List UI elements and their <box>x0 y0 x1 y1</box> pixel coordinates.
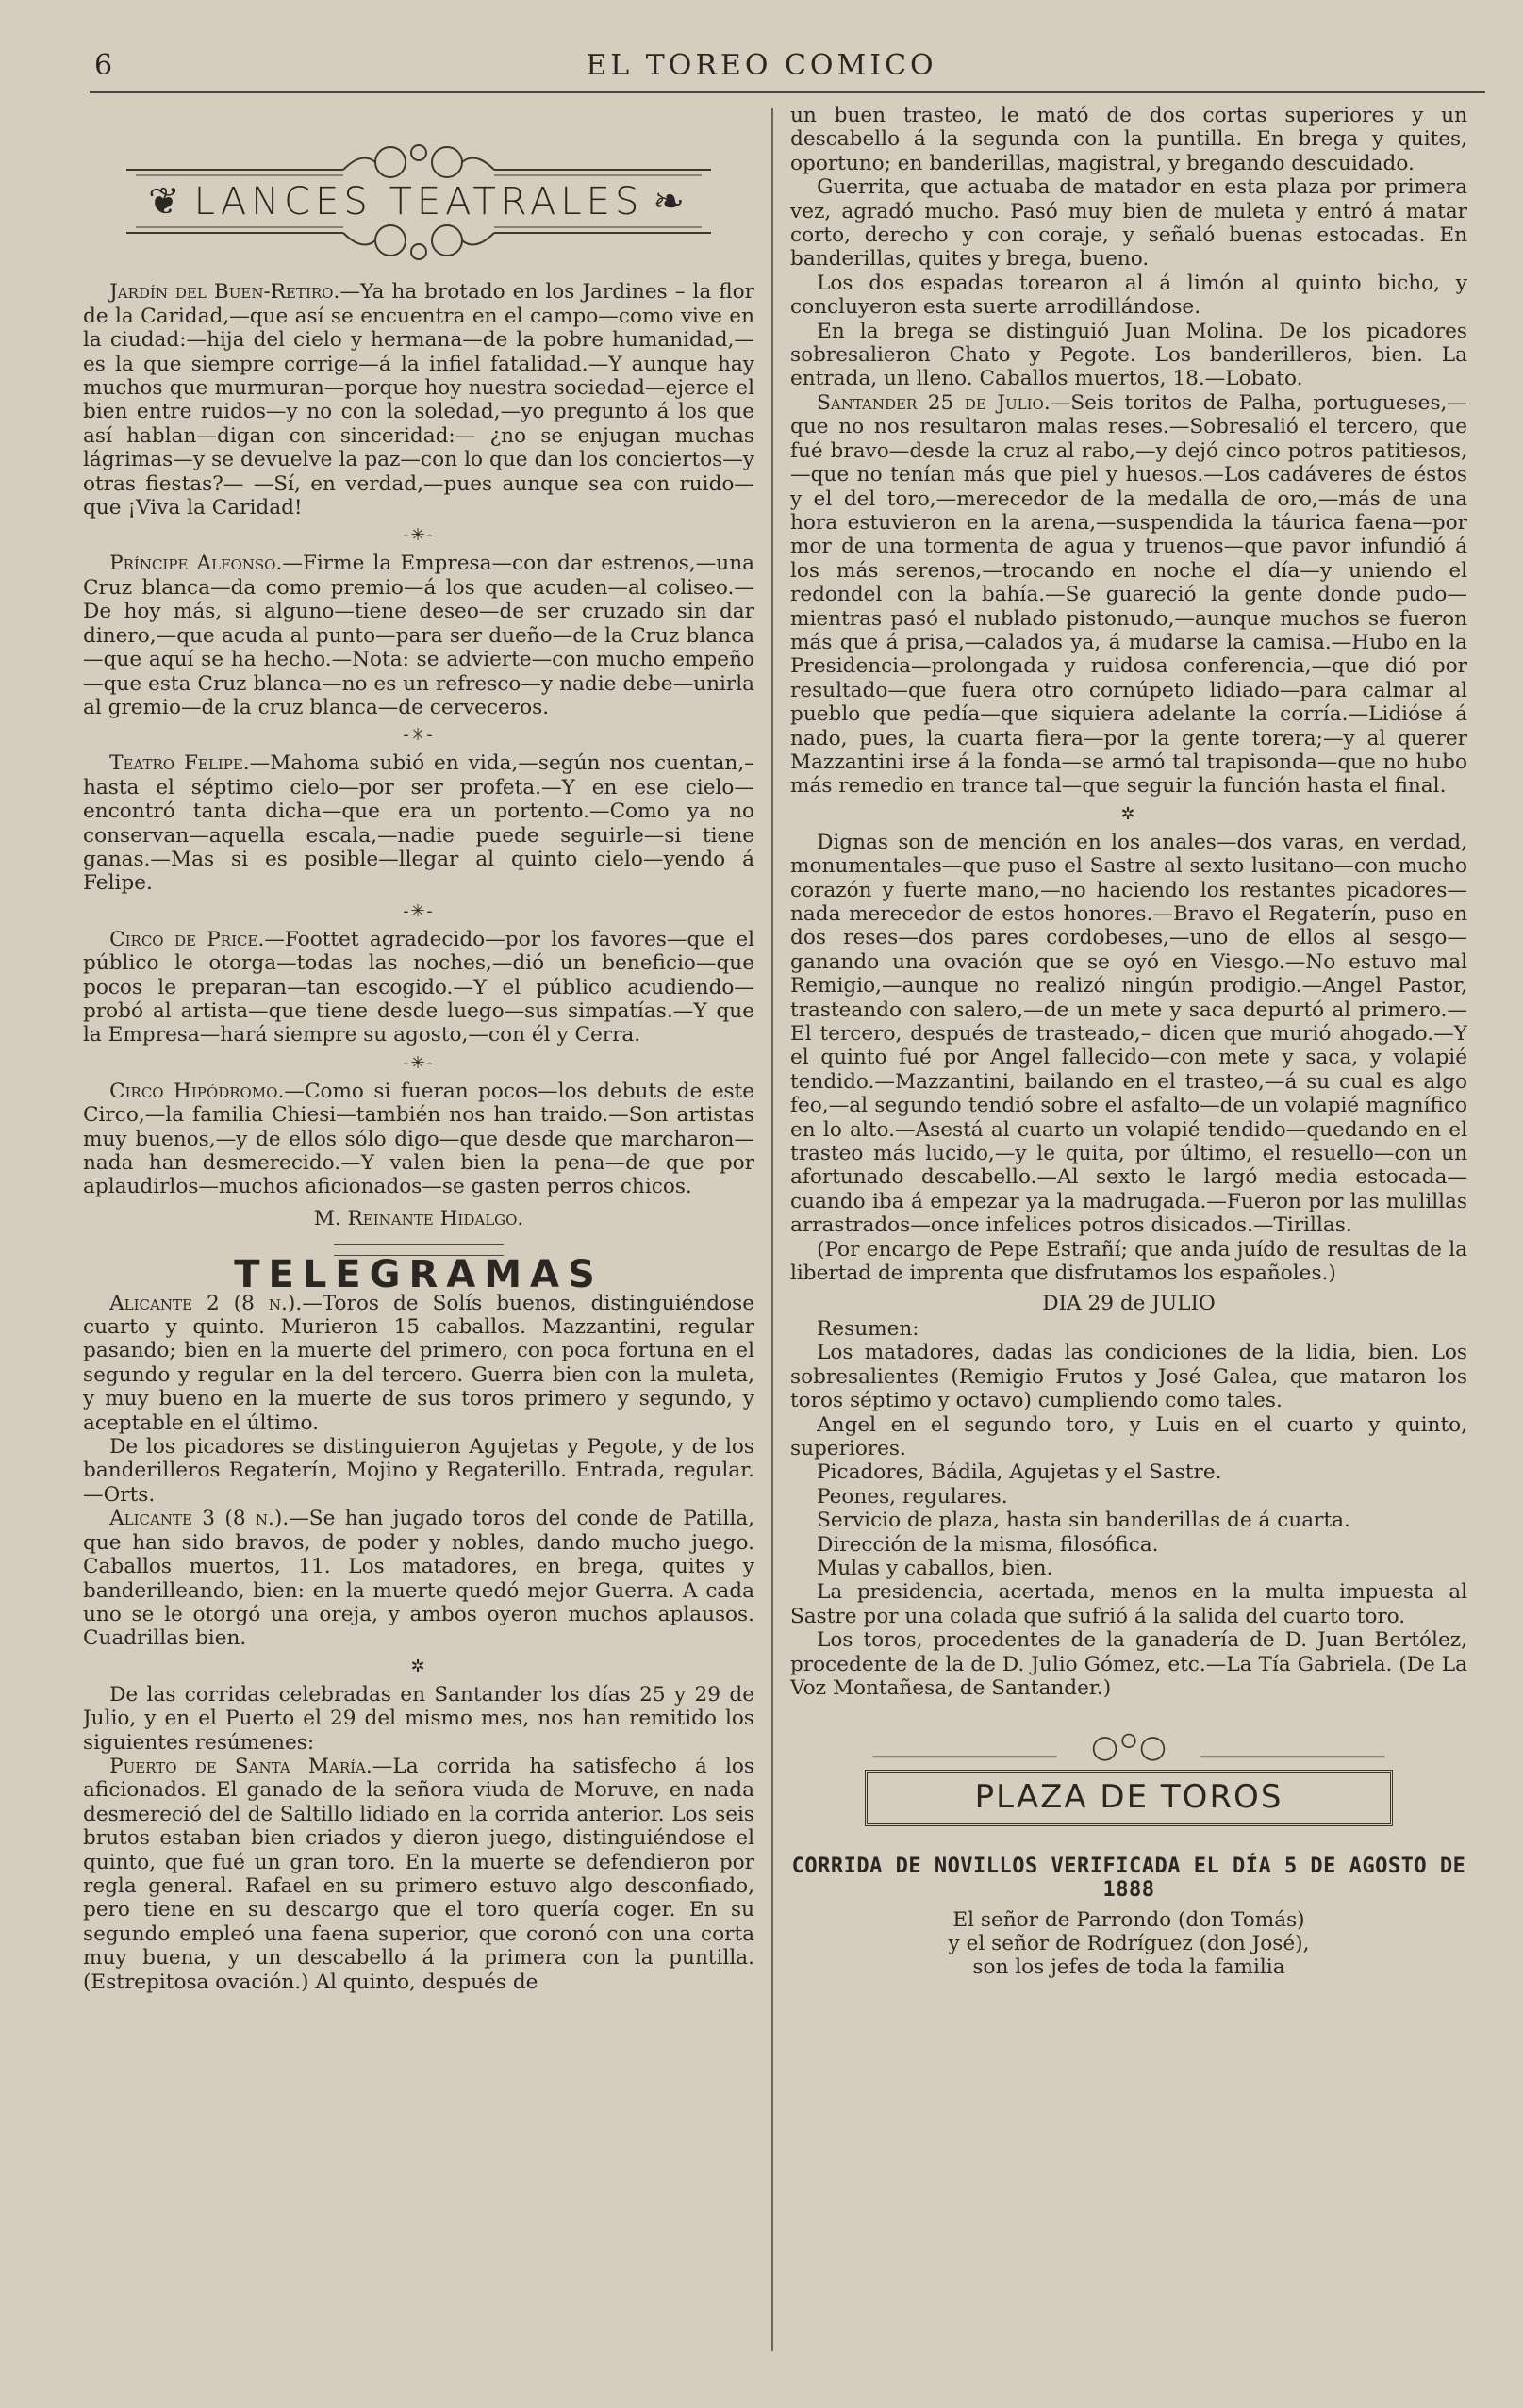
paragraph-buen-retiro <box>83 280 754 520</box>
lead-principe-alfonso: Príncipe Alfonso. <box>109 552 283 576</box>
paragraph-r6: Dignas son de mención en los anales—dos varas, en verdad, monumentales—que puso el Sastre al sexto lusitano—con mucho corazón y fuerte mano,—no haciendo los restantes picadores—nada merecedor de estos honores.—Bravo el Regaterín, puso en dos reses—dos pares cordobeses,—uno de ellos al sesgo—ganando una ovación que se oyó en Viesgo.—No estuvo mal Remigio,—aunque no realizó ningún prodigio.—Angel Pastor, trasteando con salero,—de un mete y saca depurtó al primero.—El tercero, después de trasteado,– dicen que murió ahogado.—Y el quinto fué por Angel fallecido—con mete y saca, y volapié tendido.—Mazzantini, bailando en el trasteo,—á su cual es algo feo,—al segundo tendió sobre el asfalto—de un volapié magnífico en lo alto.—Asestá al cuarto un volapié tendido—quedando en el trasteo más lucido,—y le quita, por último, el resuello—con un afortunado descabello.—Al sexto le largó media estocada—cuando iba á empezar ya la madrugada.—Fueron por las mulillas arrastrados—once infelices potros disicados.—Tirillas. <box>790 830 1467 1238</box>
paragraph-r16: Los toros, procedentes de la ganadería de D. Juan Bertólez, procedente de la de D. Julio Gómez, etc.—La Tía Gabriela. (De La Voz Montañesa, de Santander.) <box>790 1628 1467 1700</box>
lead-alicante-2: Alicante 2 (8 n.). <box>109 1291 303 1315</box>
body-teatro-felipe: —Mahoma subió en vida,—según nos cuentan,– hasta el séptimo cielo—por ser profeta.—Y en ese cielo—encontró tanta dicha—que era un portento.—Como ya no conservan—aquella escala,—nadie puede seguirle—si tiene ganas.—Mas si es posible—llegar al quinto cielo—yendo á Felipe. <box>83 751 754 896</box>
masthead: EL TOREO COMICO <box>586 49 937 82</box>
flourish-right-icon: ❧ <box>653 180 689 223</box>
ornament-top <box>83 141 754 185</box>
plaza-ornament-icon <box>865 1726 1393 1770</box>
paragraph-teatro-felipe <box>83 751 754 895</box>
body-circo-hipodromo: —Como si fueran pocos—los debuts de este Circo,—la familia Chiesi—también nos han traido.—Son artistas muy buenos,—y de ellos sólo digo—que desde que marcharon—nada han desmerecido.—Y valen bien la pena—de que por aplaudirlos—muchos aficionados—se gasten perros chicos. <box>83 1079 754 1199</box>
lead-puerto: Puerto de Santa María. <box>109 1754 372 1778</box>
ornament-top-icon <box>108 141 730 185</box>
jefes-line-2: y el señor de Rodríguez (don José), <box>948 1932 1310 1956</box>
right-column <box>790 104 1467 2370</box>
lead-santander-25: Santander 25 de Julio. <box>817 390 1051 415</box>
plaza-heading <box>865 1726 1393 1825</box>
star-separator: ✲ <box>410 1656 427 1676</box>
resumen-label: Resumen: <box>817 1316 919 1341</box>
paragraph-puerto <box>83 1755 754 1994</box>
separator: -✳- <box>403 900 435 921</box>
paragraph-r2: Guerrita, que actuaba de matador en esta plaza por primera vez, agradó mucho. Pasó muy bien de muleta y entró á matar corto, derecho y con coraje, y señaló buenas estocadas. En banderillas, quites y brega, bueno. <box>790 175 1467 272</box>
lead-buen-retiro: Jardín del Buen-Retiro. <box>109 280 340 305</box>
ornament-bottom <box>83 220 754 263</box>
plaza-ornament <box>865 1726 1393 1770</box>
lances-title <box>83 180 754 223</box>
star-separator: ✲ <box>1120 803 1137 824</box>
body-alicante-3: —Se han jugado toros del conde de Patilla, que han sido bravos, de poder y nobles, dando mucho juego. Caballos muertos, 11. Los matadores, en brega, quites y banderilleando, bien: en la muerte quedó mejor Guerra. A cada uno se le otorgó una oreja, y ambos oyeron muchos aplausos. Cuadrillas bien. <box>83 1507 754 1651</box>
paragraph-principe-alfonso <box>83 552 754 719</box>
paragraph-r10: Picadores, Bádila, Agujetas y el Sastre. <box>817 1460 1222 1485</box>
corrida-line: CORRIDA DE NOVILLOS VERIFICADA EL DÍA 5 DE AGOSTO DE 1888 <box>791 1854 1466 1903</box>
lead-circo-hipodromo: Circo Hipódromo. <box>109 1079 285 1103</box>
flourish-left-icon: ❦ <box>148 180 185 223</box>
paragraph-alicante-3 <box>83 1507 754 1650</box>
section-heading <box>83 141 754 263</box>
paragraph-r11: Peones, regulares. <box>817 1484 1008 1509</box>
paragraph-r9: Angel en el segundo toro, y Luis en el cuarto y quinto, superiores. <box>790 1412 1467 1460</box>
paragraph-r4: En la brega se distinguió Juan Molina. De los picadores sobresalieron Chato y Pegote. Los banderilleros, bien. La entrada, un lleno. Caballos muertos, 18.—Lobato. <box>790 319 1467 391</box>
left-column <box>83 104 754 2370</box>
page-number: 6 <box>94 49 113 82</box>
lead-teatro-felipe: Teatro Felipe. <box>109 751 250 776</box>
body-circo-price: —Foottet agradecido—por los favores—que el público le otorga—todas las noches,—dió un beneficio—que pocos le preparan—tan escogido.—Y el público acudiendo—probó al artista—que tiene desde luego—sus simpatías.—Y que la Empresa—hará siempre su agosto,—con él y Cerra. <box>83 927 754 1047</box>
body-santander-25: —Seis toritos de Palha, portugueses,—que no nos resultaron malas reses.—Sobresalió el tercero, que fué bravo—desde la cruz al rabo,—y dejó cinco potros patitiesos,—que no tenían más que piel y huesos.—Los cadáveres de éstos y el del toro,—merecedor de la medalla de oro,—más de una hora estuvieron en la arena,—suspendida la táurica faena—por mor de una tormenta de agua y truenos—que pavor infundió á los más serenos,—trocando en noche el día—y uniendo el redondel con la bahía.—Se guareció la gente donde pudo—mientras pasó el nublado pistonudo,—aunque muchos se fueron más que á prisa,—calados ya, á mudarse la camisa.—Hubo en la Presidencia—prolongada y ruidosa conferencia,—que dió por resultado—que fuera otro cornúpeto lidiado—para calmar al pueblo que pedía—que siquiera adelante la corría.—Lidióse á nado, pues, la cuarta fiera—por la gente torera;—y al querer Mazzantini irse á la fonda—se armó tal trapisonda—que no hubo más remedio en trance tal—que seguir la función hasta el final. <box>790 390 1467 799</box>
paragraph-r12: Servicio de plaza, hasta sin banderillas de á cuarta. <box>817 1509 1350 1533</box>
separator: -✳- <box>403 525 435 546</box>
signature: M. Reinante Hidalgo. <box>313 1206 524 1230</box>
paragraph-picadores: De los picadores se distinguieron Agujetas y Pegote, y de los banderilleros Regaterín, Mojino y Regaterillo. Entrada, regular.—Orts. <box>83 1435 754 1507</box>
lead-circo-price: Circo de Price. <box>109 927 265 951</box>
paragraph-r1: un buen trasteo, le mató de dos cortas superiores y un descabello á la segunda con la puntilla. En brega y quites, oportuno; en banderillas, magistral, y bregando descuidado. <box>790 104 1467 175</box>
ornament-bottom-icon <box>108 220 730 263</box>
header-rule <box>90 91 1485 93</box>
paragraph-r15: La presidencia, acertada, menos en la multa impuesta al Sastre por una colada que sufrió á la salida del cuarto toro. <box>790 1580 1467 1628</box>
lances-title-text: LANCES TEATRALES <box>193 180 644 223</box>
paragraph-r8: Los matadores, dadas las condiciones de la lidia, bien. Los sobresalientes (Remigio Frutos y José Galea, que mataron los toros séptimo y octavo) cumpliendo como tales. <box>790 1341 1467 1413</box>
body-principe-alfonso: —Firme la Empresa—con dar estrenos,—una Cruz blanca—da como premio—á los que acuden—al coliseo.—De hoy más, si alguno—tiene deseo—de ser cruzado sin dar dinero,—que acuda al punto—para ser dueño—de la Cruz blanca—que aquí se ha hecho.—Nota: se advierte—con mucho empeño—que esta Cruz blanca—no es un refresco—y nadie debe—unirla al gremio—de la cruz blanca—de cerveceros. <box>83 552 754 719</box>
body-puerto: —La corrida ha satisfecho á los aficionados. El ganado de la señora viuda de Moruve, en nada desmereció del de Saltillo lidiado en la corrida anterior. Los seis brutos estaban bien criados y dieron juego, distinguiéndose el quinto, que fué un gran toro. En la muerte se defendieron por regla general. Rafael en su primero estuvo algo desconfiado, pero tiene en su descargo que el toro quería coger. En su segundo empleó una faena superior, que coronó con una corta muy buena, y un descabello á la primera con la puntilla. (Estrepitosa ovación.) Al quinto, después de <box>83 1754 754 1994</box>
jefes-line-3: son los jefes de toda la familia <box>972 1955 1285 1980</box>
jefes-line-1: El señor de Parrondo (don Tomás) <box>952 1907 1305 1932</box>
separator: -✳- <box>403 1052 435 1073</box>
paragraph-circo-price <box>83 928 754 1047</box>
body-alicante-2: —Toros de Solís buenos, distinguiéndose cuarto y quinto. Murieron 15 caballos. Mazzantini, regular pasando; bien en la muerte del primero, con poca fortuna en el segundo y regular en la del tercero. Guerra bien con la muleta, y muy bueno en la muerte de sus toros primero y segundo, y aceptable en el último. <box>83 1291 754 1435</box>
lead-alicante-3: Alicante 3 (8 n.). <box>109 1507 290 1531</box>
plaza-title: PLAZA DE TOROS <box>865 1770 1393 1825</box>
paragraph-r7: (Por encargo de Pepe Estrañí; que anda juído de resultas de la libertad de imprenta que disfrutamos los españoles.) <box>790 1237 1467 1286</box>
paragraph-r13: Dirección de la misma, filosófica. <box>817 1532 1159 1557</box>
paragraph-santander-25 <box>790 391 1467 799</box>
paragraph-circo-hipodromo <box>83 1080 754 1199</box>
telegramas-title: TELEGRAMAS <box>234 1253 604 1297</box>
paragraph-r3: Los dos espadas torearon al á limón al quinto bicho, y concluyeron esta suerte arrodillándose. <box>790 271 1467 320</box>
column-divider <box>771 108 773 2351</box>
paragraph-r14: Mulas y caballos, bien. <box>817 1556 1053 1580</box>
dia-heading: DIA 29 de JULIO <box>1042 1291 1216 1315</box>
separator: -✳- <box>403 725 435 746</box>
paragraph-santander-intro: De las corridas celebradas en Santander los días 25 y 29 de Julio, y en el Puerto el 29 del mismo mes, nos han remitido los siguientes resúmenes: <box>83 1682 754 1755</box>
body-buen-retiro: —Ya ha brotado en los Jardines – la flor de la Caridad,—que así se encuentra en el campo—como vive en la ciudad:—hija del cielo y hermana—de la pobre humanidad,—es la que siempre corrige—á la infiel fatalidad.—Y aunque hay muchos que murmuran—porque hoy nuestra sociedad—ejerce el bien entre ruidos—y no con la soledad,—yo pregunto á los que así hablan—digan con sinceridad:— ¿no se enjugan muchas lágrimas—y se devuelve la paz—con lo que dan los conciertos—y otras fiestas?— —Sí, en verdad,—pues aunque sea con ruido—que ¡Viva la Caridad! <box>83 280 754 520</box>
paragraph-alicante-2 <box>83 1292 754 1435</box>
